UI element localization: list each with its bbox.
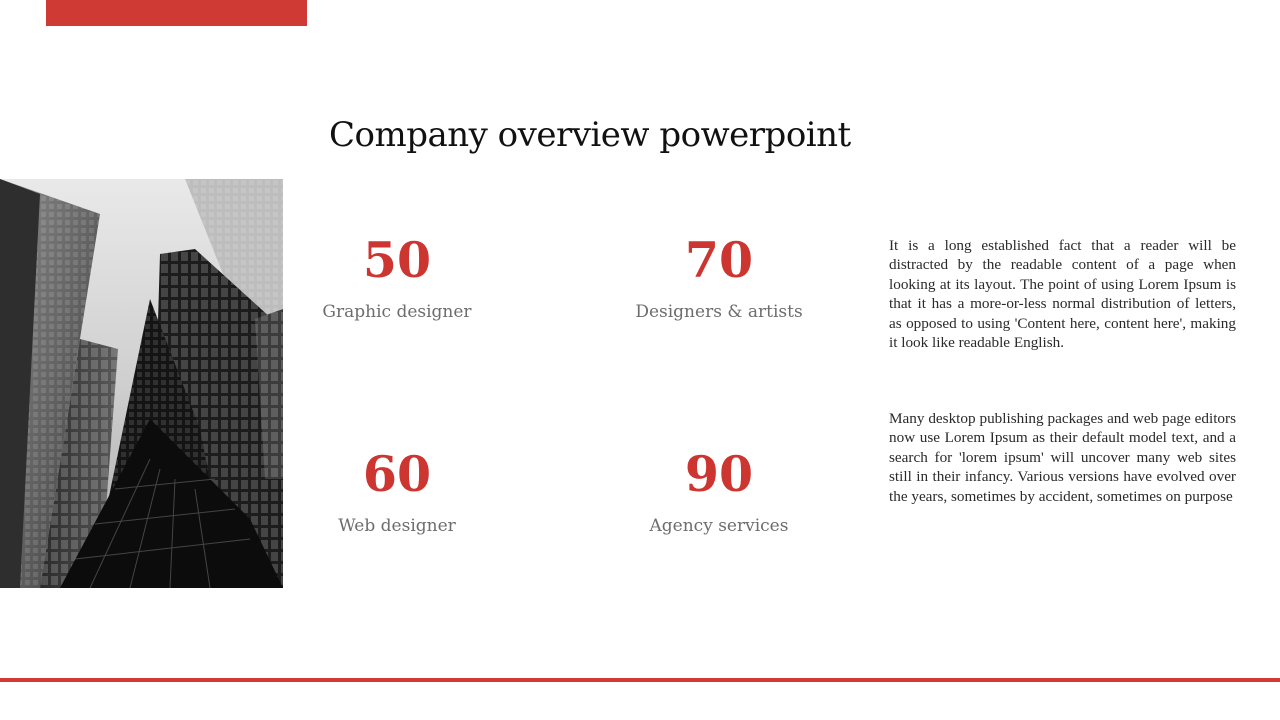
stat-label: Designers & artists <box>635 302 803 322</box>
paragraph-1: It is a long established fact that a reader will be distracted by the readable content of a page when looking at its layout. The point of using Lorem Ipsum is that it has a more-or-less normal distribution of letters, as opposed to using 'Content here, content here', making it look like readable English. <box>889 237 1236 352</box>
stat-agency-services <box>609 446 829 536</box>
stat-value: 50 <box>362 231 432 289</box>
stat-value: 60 <box>362 445 432 503</box>
bottom-accent-line <box>0 678 1280 682</box>
stat-label: Web designer <box>338 516 456 536</box>
stat-graphic-designer <box>287 232 507 322</box>
paragraph-2: Many desktop publishing packages and web page editors now use Lorem Ipsum as their default model text, and a search for 'lorem ipsum' will uncover many web sites still in their infancy. Various versions have evolved over the years, sometimes by accident, sometimes on purpose <box>889 410 1236 505</box>
stat-label: Agency services <box>649 516 789 536</box>
top-accent-bar <box>46 0 307 26</box>
stat-web-designer <box>287 446 507 536</box>
buildings-photo <box>0 179 283 588</box>
stat-value: 70 <box>684 231 754 289</box>
stat-designers-artists <box>609 232 829 322</box>
slide-title: Company overview powerpoint <box>329 115 851 155</box>
stat-label: Graphic designer <box>322 302 472 322</box>
stat-value: 90 <box>684 445 754 503</box>
